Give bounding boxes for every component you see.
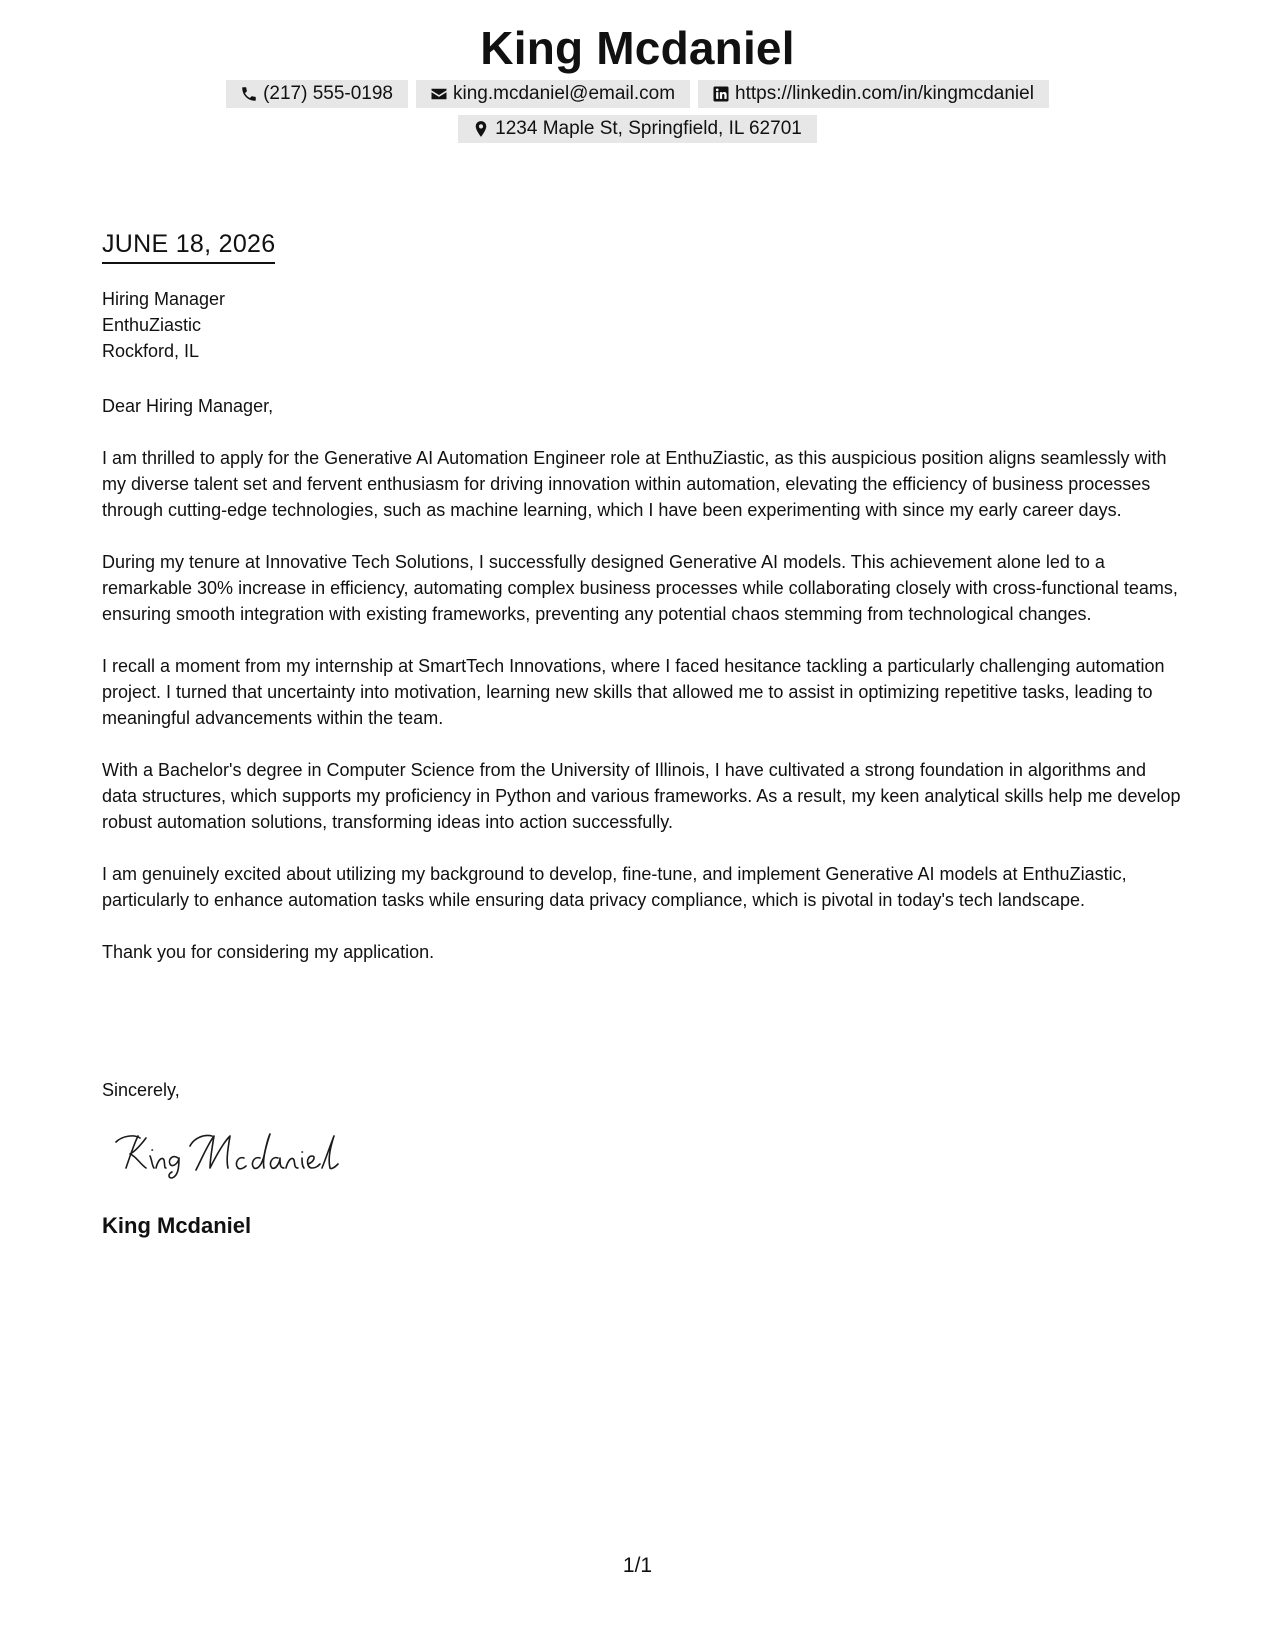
closing: Sincerely,	[102, 1080, 180, 1100]
recipient-location: Rockford, IL	[102, 341, 200, 361]
signer-name: King Mcdaniel	[102, 1213, 252, 1238]
phone-chip	[226, 80, 408, 108]
body-paragraph: I am genuinely excited about utilizing my background to develop, fine-tune, and implement Generative AI models at EnthuZiastic, particularly to enhance automation tasks while ensuring data privacy compliance, which is pivotal in today's tech landscape.	[102, 864, 1127, 910]
body-paragraph: With a Bachelor's degree in Computer Science from the University of Illinois, I have cultivated a strong foundation in algorithms and data structures, which supports my proficiency in Python and various frameworks. As a result, my keen analytical skills help me develop robust automation solutions, transforming ideas into action successfully.	[102, 760, 1181, 832]
linkedin-chip[interactable]	[698, 80, 1049, 108]
body-paragraph: During my tenure at Innovative Tech Solutions, I successfully designed Generative AI models. This achievement alone led to a remarkable 30% increase in efficiency, automating complex business processes while collaborating closely with cross-functional teams, ensuring smooth integration with existing frameworks, preventing any potential chaos stemming from technological changes.	[102, 552, 1178, 624]
contact-row-secondary	[0, 115, 1275, 143]
map-marker-icon	[471, 119, 491, 139]
header-name: King Mcdaniel	[480, 22, 795, 74]
contact-row-primary	[0, 80, 1275, 108]
envelope-icon	[429, 84, 449, 104]
linkedin-icon	[711, 84, 731, 104]
linkedin-text[interactable]: https://linkedin.com/in/kingmcdaniel	[735, 83, 1034, 104]
handwritten-signature	[112, 1128, 352, 1180]
body-paragraph: I recall a moment from my internship at SmartTech Innovations, where I faced hesitance tackling a particularly challenging automation project. I turned that uncertainty into motivation, learning new skills that allowed me to assist in optimizing repetitive tasks, leading to meaningful advancements within the team.	[102, 656, 1165, 728]
salutation: Dear Hiring Manager,	[102, 396, 274, 416]
recipient-block	[102, 286, 225, 364]
address-chip	[458, 115, 817, 143]
email-text[interactable]: king.mcdaniel@email.com	[453, 83, 676, 104]
email-chip[interactable]	[416, 80, 690, 108]
letter-body	[102, 393, 1182, 991]
address-text: 1234 Maple St, Springfield, IL 62701	[495, 118, 802, 139]
body-paragraph: Thank you for considering my application.	[102, 942, 435, 962]
recipient-company: EnthuZiastic	[102, 315, 202, 335]
recipient-title: Hiring Manager	[102, 289, 226, 309]
body-paragraph: I am thrilled to apply for the Generative AI Automation Engineer role at EnthuZiastic, as this auspicious position aligns seamlessly with my diverse talent set and fervent enthusiasm for driving innovation within automation, elevating the efficiency of business processes through cutting-edge technologies, such as machine learning, which I have been experimenting with since my early career days.	[102, 448, 1167, 520]
page-number: 1/1	[622, 1554, 653, 1577]
phone-icon	[239, 84, 259, 104]
letter-date: JUNE 18, 2026	[102, 228, 275, 264]
phone-text: (217) 555-0198	[263, 83, 393, 104]
